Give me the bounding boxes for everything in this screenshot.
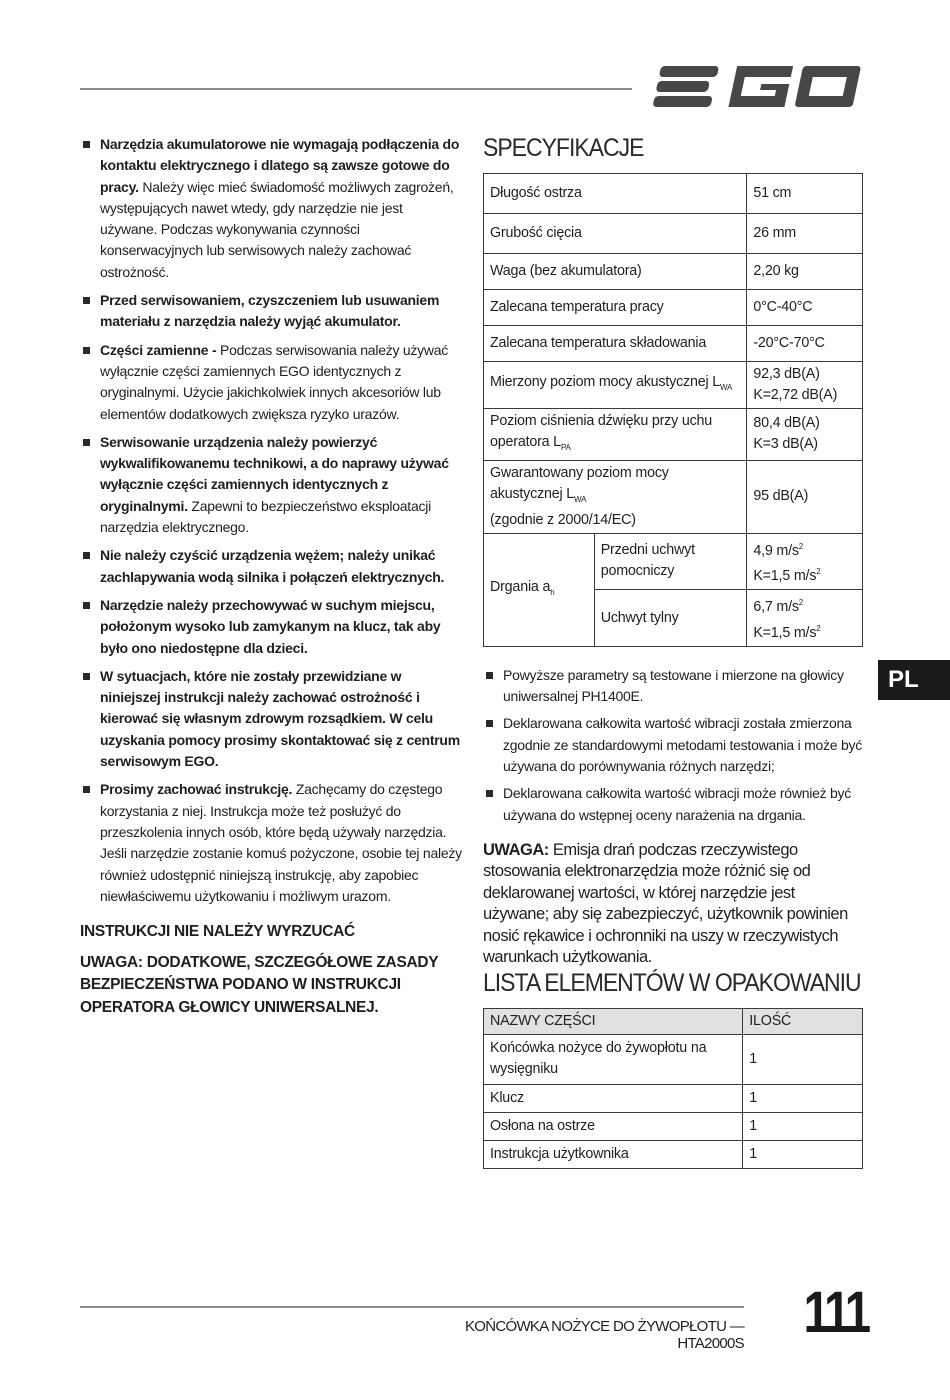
vibration-uncertainty: K=1,5 m/s <box>753 568 817 585</box>
spec-notes <box>483 665 863 826</box>
spec-row <box>484 460 863 533</box>
safety-bullet-bold: Nie należy czyścić urządzenia wężem; należy unikać zachlapywania wodą silnika i połączeń elektrycznych. <box>100 547 445 585</box>
warning-text: Emisja drań podczas rzeczywistego stosowania elektronarzędzia może różnić się od deklarowanej wartości, w której narzędzie jest używane; aby się zabezpieczyć, użytkownik powinien nosić rękawice i ochronniki na uszy w rzeczywistych warunkach użytkowania. <box>483 840 848 967</box>
safety-bullet-bold: Części zamienne - <box>100 341 217 358</box>
spec-label-line <box>490 510 740 531</box>
safety-bullet-text: Należy więc mieć świadomość możliwych zagrożeń, występujących nawet wtedy, gdy narzędzie nie jest używane. Podczas wykonywania czynności konserwacyjnych lub serwisowych należy zachować ostrożność. <box>100 178 454 280</box>
vibration-uncertainty: K=1,5 m/s <box>753 624 817 641</box>
spec-label-subscript: WA <box>719 382 733 392</box>
vibration-uncertainty-line <box>753 561 856 587</box>
spec-value-cell <box>747 326 863 362</box>
spec-row <box>484 409 863 461</box>
packing-header-part-name: NAZWY CZĘŚCI <box>484 1008 743 1034</box>
spec-label-line <box>490 463 740 484</box>
language-tab: PL <box>878 660 950 700</box>
footer-rule <box>80 1306 744 1308</box>
safety-bullet-bold: Prosimy zachować instrukcję. <box>100 781 293 798</box>
packing-list-table <box>483 1008 863 1169</box>
spec-label: Długość ostrza <box>490 185 582 201</box>
spec-row <box>484 326 863 362</box>
vibration-row <box>484 533 863 590</box>
safety-instructions <box>80 134 462 1019</box>
safety-bullet <box>80 545 462 588</box>
spec-label: akustycznej L <box>490 485 575 502</box>
spec-label-cell <box>484 254 747 290</box>
spec-note <box>483 783 863 826</box>
spec-label-cell <box>484 409 747 461</box>
header-rule <box>80 88 632 90</box>
spec-label: Gwarantowany poziom mocy <box>490 464 669 481</box>
part-name-cell: Osłona na ostrze <box>484 1112 743 1140</box>
safety-bullet <box>80 432 462 538</box>
spec-label-line <box>490 432 740 458</box>
bullet-square-icon <box>83 602 90 609</box>
safety-bullet-text: Zachęcamy do częstego korzystania z niej. Instrukcja może też posłużyć do przeszkolenia innych osób, które będą używały narzędzia. Jeśli narzędzie zostanie komuś pożyczone, osobie tej należy również udostępnić niniejszą instrukcję, aby zapobiec niewłaściwemu użytkowaniu i możliwym urazom. <box>100 781 462 904</box>
spec-value-cell <box>747 174 863 214</box>
bullet-square-icon <box>83 439 90 446</box>
spec-label-line <box>490 261 740 282</box>
specifications-title: SPECYFIKACJE <box>483 134 644 162</box>
vibration-warning <box>483 840 863 969</box>
spec-label-line <box>490 372 740 398</box>
spec-row <box>484 290 863 326</box>
spec-label: Grubość cięcia <box>490 225 582 241</box>
spec-label-cell <box>484 460 747 533</box>
spec-value-secondary: K=2,72 dB(A) <box>753 387 838 403</box>
vibration-value-line <box>753 592 856 618</box>
warning-label: UWAGA: <box>483 840 549 859</box>
page-number: 111 <box>803 1280 868 1345</box>
packing-list-row <box>484 1112 863 1140</box>
spec-value-cell <box>747 214 863 254</box>
packing-header-quantity: ILOŚĆ <box>743 1008 863 1034</box>
bullet-square-icon <box>486 790 493 797</box>
spec-value-cell <box>747 409 863 461</box>
unit-exponent: 2 <box>816 624 821 634</box>
safety-bullet-text: Podczas serwisowania należy używać wyłącznie części zamiennych EGO identycznych z oryginalnymi. Użycie jakichkolwiek innych akcesoriów lub elementów dodatkowych zwiększa ryzyko urazów. <box>100 341 449 422</box>
spec-note <box>483 713 863 777</box>
bullet-square-icon <box>83 347 90 354</box>
safety-bullet <box>80 666 462 772</box>
spec-label: Zalecana temperatura składowania <box>490 335 707 351</box>
packing-list-row <box>484 1140 863 1168</box>
spec-label-cell <box>484 174 747 214</box>
bullet-square-icon <box>83 786 90 793</box>
spec-label-cell <box>484 362 747 409</box>
spec-value: 95 dB(A) <box>753 488 809 505</box>
packing-list-row <box>484 1084 863 1112</box>
specifications-table <box>483 173 863 647</box>
part-name-cell: Klucz <box>484 1084 743 1112</box>
spec-value-secondary: K=3 dB(A) <box>753 436 818 453</box>
spec-note <box>483 665 863 708</box>
packing-list-header-row <box>484 1008 863 1034</box>
vibration-uncertainty-line <box>753 618 856 644</box>
spec-row <box>484 174 863 214</box>
bullet-square-icon <box>83 297 90 304</box>
vibration-label: Drgania a <box>490 578 551 595</box>
spec-value: 51 cm <box>753 185 792 201</box>
quantity-cell: 1 <box>743 1112 863 1140</box>
quantity-cell: 1 <box>743 1084 863 1112</box>
spec-value-cell <box>747 254 863 290</box>
packing-list-row <box>484 1034 863 1084</box>
safety-bullet-list <box>80 134 462 907</box>
spec-label-line <box>490 297 740 318</box>
spec-value: -20°C-70°C <box>753 335 825 351</box>
footer-product-title: KOŃCÓWKA NOŻYCE DO ŻYWOPŁOTU — HTA2000S <box>464 1318 744 1352</box>
spec-label: Waga (bez akumulatora) <box>490 263 642 279</box>
vibration-label-cell <box>484 533 595 646</box>
spec-value: 26 mm <box>753 225 797 241</box>
spec-label-line <box>490 484 740 510</box>
quantity-cell: 1 <box>743 1140 863 1168</box>
vibration-value-line <box>753 536 856 562</box>
spec-note-text: Deklarowana całkowita wartość wibracji może również być używana do wstępnej oceny narażenia na drgania. <box>503 785 852 823</box>
safety-bullet-bold: W sytuacjach, które nie zostały przewidziane w niniejszej instrukcji należy zachować ostrożność i kierować się własnym zdrowym rozsądkiem. W celu uzyskania pomocy prosimy skontaktować się z centrum serwisowym EGO. <box>100 667 460 770</box>
bullet-square-icon <box>83 552 90 559</box>
safety-bullet <box>80 779 462 907</box>
safety-bullet <box>80 340 462 425</box>
spec-label: operatora L <box>490 434 561 450</box>
spec-label-cell <box>484 214 747 254</box>
spec-label-line <box>490 333 740 354</box>
spec-label: Mierzony poziom mocy akustycznej L <box>490 374 720 391</box>
bullet-square-icon <box>83 141 90 148</box>
vibration-value: 6,7 m/s <box>753 599 799 616</box>
spec-label-subscript: PA <box>560 442 571 452</box>
vibration-handle-cell: Przedni uchwyt pomocniczy <box>594 533 747 590</box>
spec-row <box>484 362 863 409</box>
spec-value-cell <box>747 460 863 533</box>
safety-bullet <box>80 595 462 659</box>
spec-note-text: Deklarowana całkowita wartość wibracji została zmierzona zgodnie ze standardowymi metodami testowania i może być używana do porównywania różnych narzędzi; <box>503 715 862 774</box>
keep-instructions-heading: INSTRUKCJI NIE NALEŻY WYRZUCAĆ <box>80 923 355 941</box>
spec-note-text: Powyższe parametry są testowane i mierzone na głowicy uniwersalnej PH1400E. <box>503 666 844 705</box>
ego-logo <box>652 62 862 112</box>
safety-bullet <box>80 134 462 283</box>
spec-value: 80,4 dB(A) <box>753 415 820 432</box>
part-name-cell: Końcówka nożyce do żywopłotu na wysięgniku <box>484 1034 743 1084</box>
safety-bullet <box>80 290 462 333</box>
spec-value: 2,20 kg <box>753 263 799 279</box>
spec-row <box>484 214 863 254</box>
safety-bullet-bold: Narzędzia akumulatorowe nie wymagają podłączenia do kontaktu elektrycznego i dlatego są zawsze gotowe do pracy. <box>100 136 460 195</box>
bullet-square-icon <box>486 720 493 727</box>
unit-exponent: 2 <box>798 598 804 608</box>
spec-label: Zalecana temperatura pracy <box>490 299 664 315</box>
safety-bullet-text: Zapewni to bezpieczeństwo eksploatacji narzędzia elektrycznego. <box>100 497 431 536</box>
bullet-square-icon <box>83 673 90 680</box>
spec-label: (zgodnie z 2000/14/EC) <box>490 511 636 528</box>
vibration-value: 4,9 m/s <box>753 542 799 559</box>
spec-label-line <box>490 183 740 204</box>
spec-value-cell <box>747 362 863 409</box>
unit-exponent: 2 <box>816 567 821 577</box>
spec-value: 92,3 dB(A) <box>753 366 820 382</box>
spec-value: 0°C-40°C <box>753 299 813 315</box>
safety-bullet-bold: Narzędzie należy przechowywać w suchym miejscu, położonym wysoko lub zamykanym na klucz, tak aby było ono niedostępne dla dzieci. <box>100 596 441 656</box>
spec-label: Poziom ciśnienia dźwięku przy uchu <box>490 413 713 429</box>
spec-row <box>484 254 863 290</box>
extra-safety-warning: UWAGA: DODATKOWE, SZCZEGÓŁOWE ZASADY BEZPIECZEŃSTWA PODANO W INSTRUKCJI OPERATORA GŁOWICY UNIWERSALNEJ. <box>80 953 439 1016</box>
bullet-square-icon <box>486 672 493 679</box>
spec-label-line <box>490 223 740 244</box>
spec-label-line <box>490 411 740 432</box>
spec-label-cell <box>484 290 747 326</box>
spec-label-subscript: WA <box>574 494 587 504</box>
vibration-value-cell <box>747 533 863 590</box>
vibration-value-cell <box>747 590 863 647</box>
quantity-cell: 1 <box>743 1034 863 1084</box>
spec-label-cell <box>484 326 747 362</box>
safety-bullet-bold: Przed serwisowaniem, czyszczeniem lub usuwaniem materiału z narzędzia należy wyjąć akumulator. <box>100 292 440 330</box>
packing-list-title: LISTA ELEMENTÓW W OPAKOWANIU <box>483 968 861 997</box>
unit-exponent: 2 <box>798 541 804 551</box>
specifications-column <box>483 134 863 1169</box>
part-name-cell: Instrukcja użytkownika <box>484 1140 743 1168</box>
safety-bullet-bold: Serwisowanie urządzenia należy powierzyć wykwalifikowanemu technikowi, a do naprawy używać wyłącznie części zamiennych identycznych z oryginalnymi. <box>100 433 449 514</box>
vibration-label-subscript: h <box>550 587 555 597</box>
vibration-handle-cell: Uchwyt tylny <box>594 590 747 647</box>
spec-value-cell <box>747 290 863 326</box>
